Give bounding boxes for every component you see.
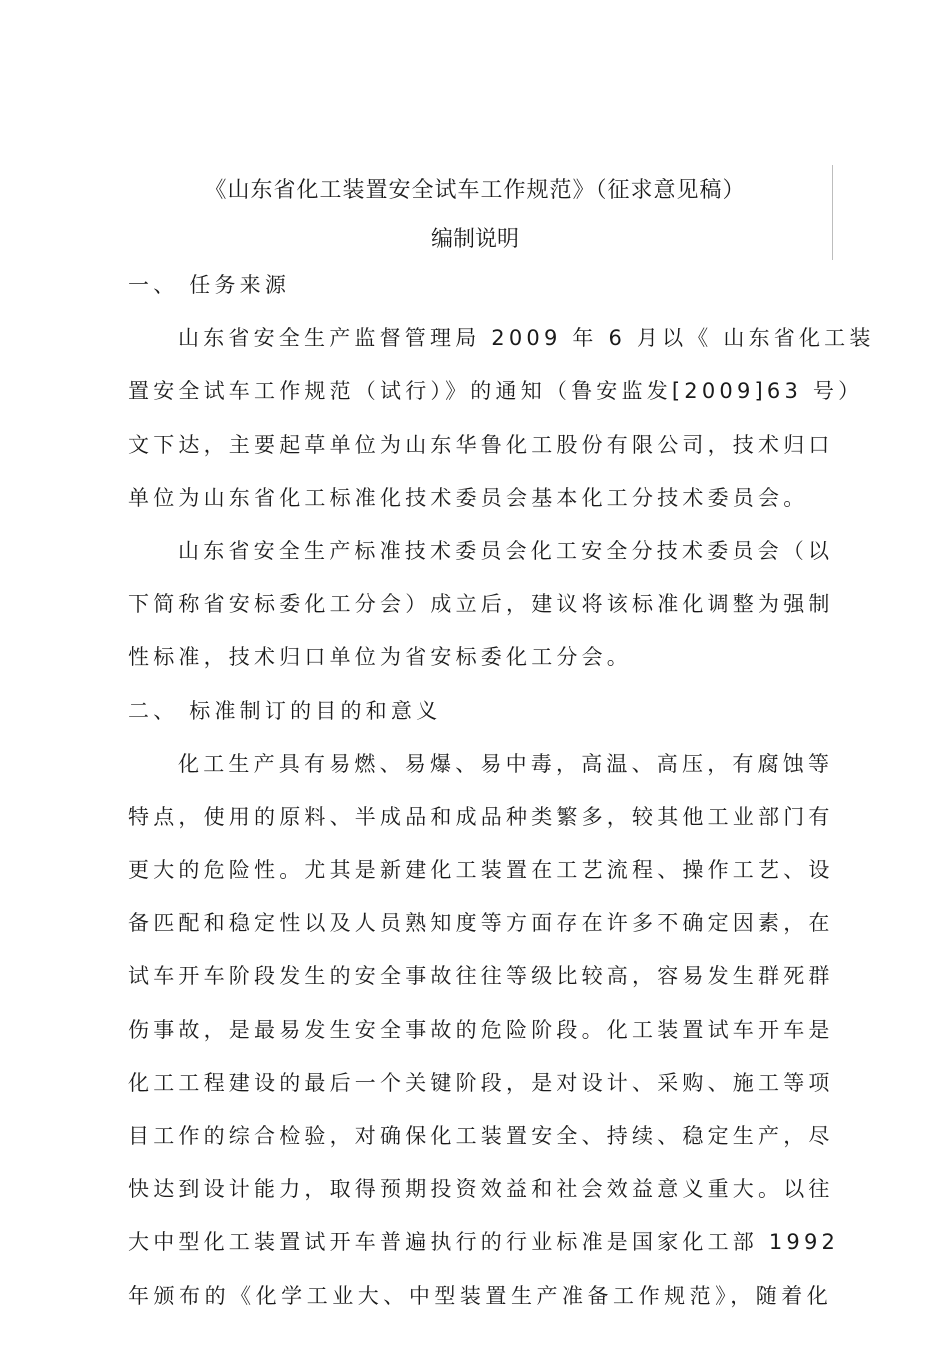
section-heading: 一、 任务来源	[128, 273, 291, 297]
body-text-line: 下简称省安标委化工分会）成立后，建议将该标准化调整为强制	[128, 592, 834, 617]
body-text-line: 山东省安全生产监督管理局 2009 年 6 月以《 山东省化工装	[178, 326, 875, 351]
body-text-line: 更大的危险性。尤其是新建化工装置在工艺流程、操作工艺、设	[128, 858, 834, 883]
body-text-line: 大中型化工装置试开车普遍执行的行业标准是国家化工部 1992	[128, 1230, 840, 1255]
body-text-line: 单位为山东省化工标准化技术委员会基本化工分技术委员会。	[128, 485, 809, 510]
body-text-line: 置安全试车工作规范（试行）》的通知（鲁安监发[2009]63 号）	[128, 379, 864, 404]
body-text-line: 化工生产具有易燃、易爆、易中毒，高温、高压，有腐蚀等	[178, 751, 834, 776]
body-text-line: 备匹配和稳定性以及人员熟知度等方面存在许多不确定因素，在	[128, 911, 834, 936]
section-heading: 二、 标准制订的目的和意义	[128, 698, 442, 723]
body-text-line: 性标准，技术归口单位为省安标委化工分会。	[128, 645, 632, 670]
body-text-line: 特点，使用的原料、半成品和成品种类繁多，较其他工业部门有	[128, 804, 834, 829]
body-text-line: 试车开车阶段发生的安全事故往往等级比较高，容易发生群死群	[128, 964, 834, 989]
document-subtitle: 编制说明	[430, 227, 519, 252]
document-title: 《山东省化工装置安全试车工作规范》（征求意见稿）	[204, 178, 746, 203]
body-text-line: 年颁布的《化学工业大、中型装置生产准备工作规范》，随着化	[128, 1283, 832, 1308]
body-text-line: 文下达，主要起草单位为山东华鲁化工股份有限公司，技术归口	[128, 432, 834, 457]
body-text-line: 快达到设计能力，取得预期投资效益和社会效益意义重大。以往	[128, 1177, 834, 1202]
body-text-line: 化工工程建设的最后一个关键阶段，是对设计、采购、施工等项	[128, 1070, 834, 1095]
body-text-line: 伤事故，是最易发生安全事故的危险阶段。化工装置试车开车是	[128, 1017, 834, 1042]
body-text-line: 目工作的综合检验，对确保化工装置安全、持续、稳定生产，尽	[128, 1124, 834, 1148]
document-body	[128, 266, 875, 1330]
body-text-line: 山东省安全生产标准技术委员会化工安全分技术委员会（以	[178, 538, 834, 563]
